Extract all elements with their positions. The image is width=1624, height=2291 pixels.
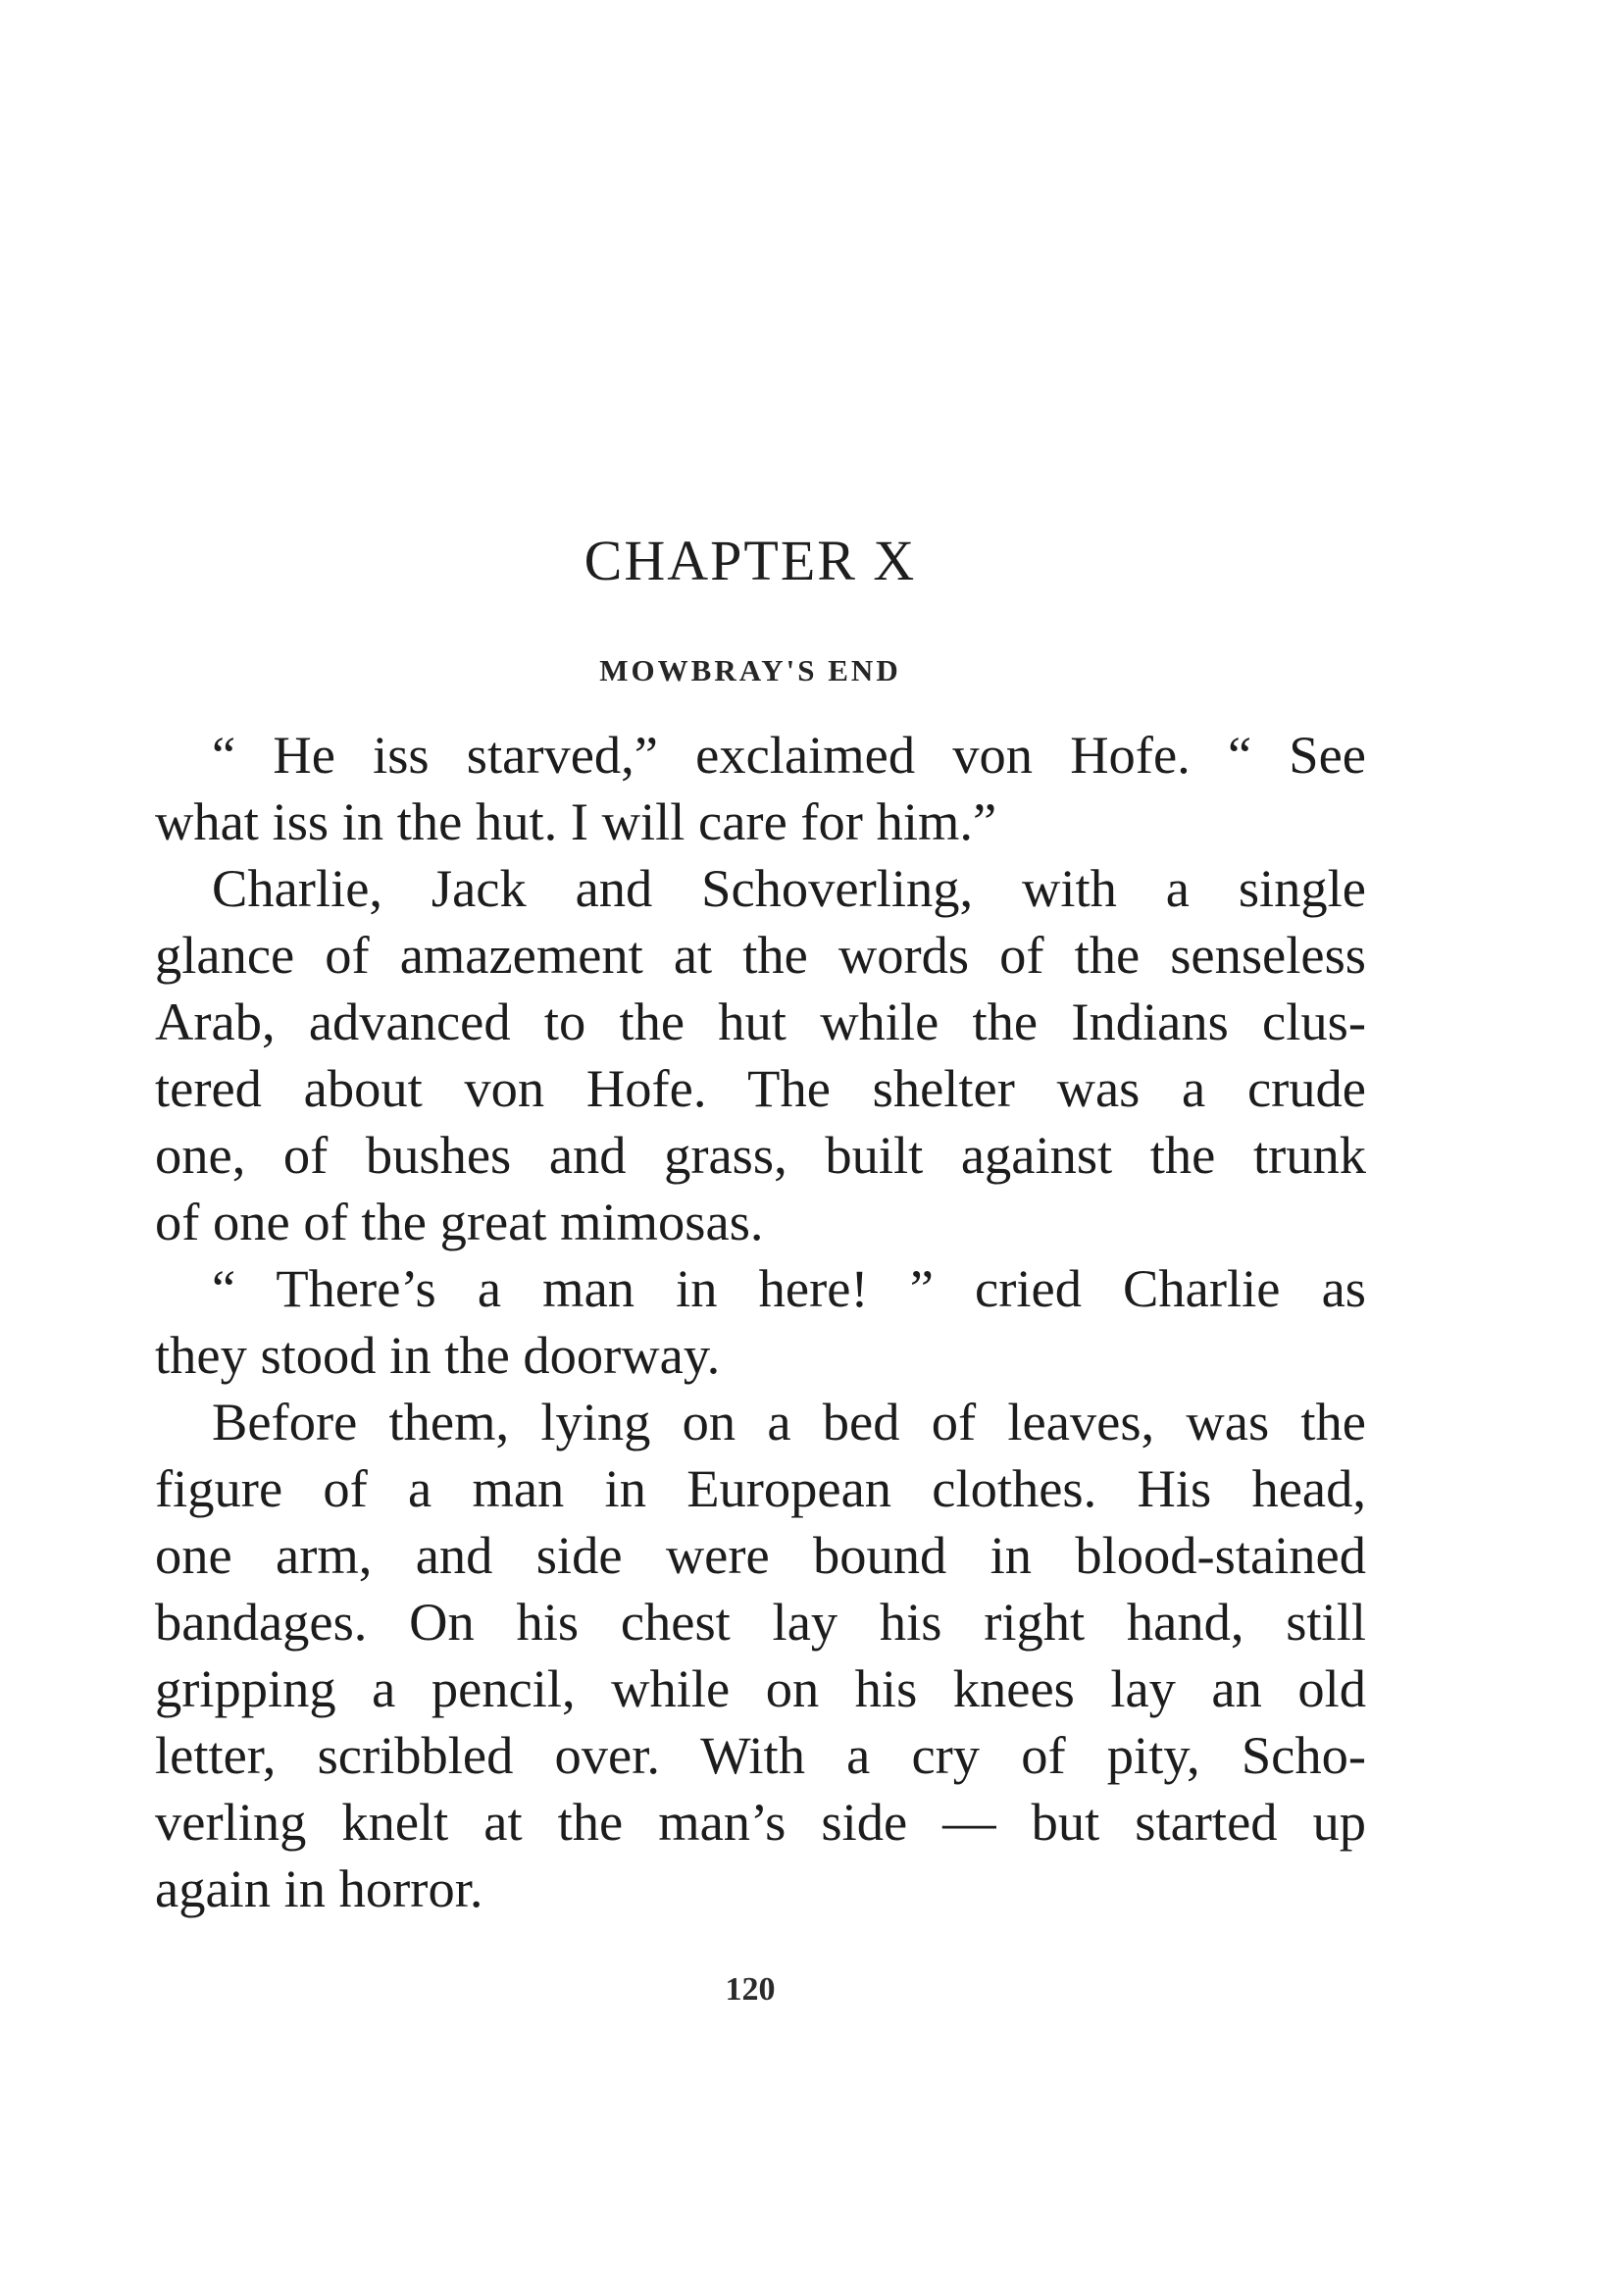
chapter-title: CHAPTER X [584, 529, 917, 592]
text-line: Arab, advanced to the hut while the Indians clus- [155, 992, 1366, 1051]
text-line: Charlie, Jack and Schoverling, with a single [212, 858, 1366, 918]
chapter-subtitle: MOWBRAY'S END [599, 653, 901, 687]
text-line: one arm, and side were bound in blood-stained [155, 1525, 1366, 1585]
text-line: Before them, lying on a bed of leaves, was the [212, 1392, 1366, 1451]
text-line: tered about von Hofe. The shelter was a crude [155, 1058, 1366, 1118]
text-line: one, of bushes and grass, built against the trunk [155, 1125, 1366, 1185]
body-text [155, 722, 1366, 1922]
text-line: “ He iss starved,” exclaimed von Hofe. “ See [212, 725, 1366, 785]
text-line: gripping a pencil, while on his knees lay an old [155, 1658, 1366, 1718]
text-line: figure of a man in European clothes. His head, [155, 1458, 1366, 1518]
text-line: “ There’s a man in here! ” cried Charlie as [212, 1258, 1366, 1318]
text-line: again in horror. [155, 1858, 483, 1918]
text-line: what iss in the hut. I will care for him.” [155, 791, 997, 851]
text-line: letter, scribbled over. With a cry of pity, Scho- [155, 1725, 1366, 1785]
text-line: of one of the great mimosas. [155, 1192, 764, 1251]
text-line: verling knelt at the man’s side — but started up [155, 1792, 1366, 1852]
text-line: bandages. On his chest lay his right hand, still [155, 1592, 1366, 1652]
text-line: glance of amazement at the words of the senseless [155, 925, 1366, 985]
page-number: 120 [725, 1971, 776, 2008]
text-line: they stood in the doorway. [155, 1325, 721, 1385]
